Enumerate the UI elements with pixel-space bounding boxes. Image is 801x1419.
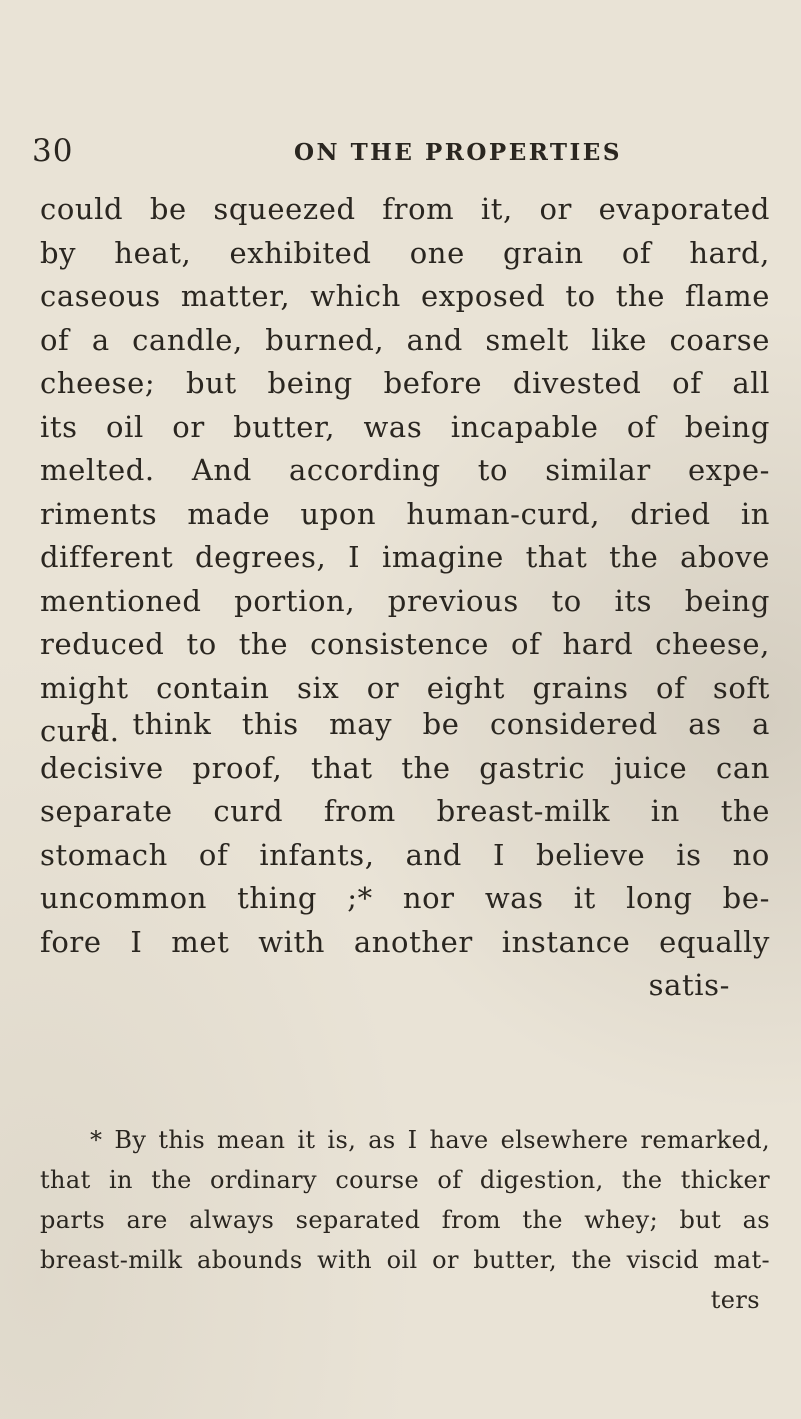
text-line: separate curd from breast-milk in the <box>40 794 770 828</box>
text-line: different degrees, I imagine that the above <box>40 540 770 574</box>
page-header <box>32 133 772 173</box>
footnote-line: breast-milk abounds with oil or butter, the viscid mat- <box>40 1246 770 1274</box>
text-line: decisive proof, that the gastric juice can <box>40 750 770 785</box>
text-line: melted. And according to similar expe- <box>40 453 770 487</box>
text-line: its oil or butter, was incapable of being <box>40 409 770 444</box>
text-line: might contain six or eight grains of soft <box>40 670 770 705</box>
text-line: fore I met with another instance equally <box>40 924 770 959</box>
text-line: curd. <box>40 714 120 748</box>
paragraph-1 <box>40 188 770 754</box>
text-line: cheese; but being before divested of all <box>40 366 770 400</box>
text-line: of a candle, burned, and smelt like coarse <box>40 322 770 357</box>
footnote-line: that in the ordinary course of digestion, the thicker <box>40 1166 770 1194</box>
footnote-catchword: ters <box>710 1286 760 1314</box>
text-line: mentioned portion, previous to its being <box>40 583 770 618</box>
text-line: riments made upon human-curd, dried in <box>40 496 770 531</box>
text-line: by heat, exhibited one grain of hard, <box>40 235 770 270</box>
catchword: satis- <box>648 968 730 1002</box>
text-line: uncommon thing ;* nor was it long be- <box>40 881 770 915</box>
running-head: ON THE PROPERTIES <box>294 139 622 166</box>
page-number: 30 <box>32 133 74 169</box>
text-line: stomach of infants, and I believe is no <box>40 837 770 872</box>
footnote <box>40 1120 770 1320</box>
footnote-line: * By this mean it is, as I have elsewhere remarked, <box>90 1126 770 1154</box>
text-line: I think this may be considered as a <box>90 707 770 741</box>
text-line: could be squeezed from it, or evaporated <box>40 192 770 226</box>
text-line: caseous matter, which exposed to the flame <box>40 279 770 313</box>
footnote-line: parts are always separated from the whey; but as <box>40 1206 770 1234</box>
text-line: reduced to the consistence of hard cheese, <box>40 627 770 661</box>
paragraph-2 <box>40 703 770 1008</box>
